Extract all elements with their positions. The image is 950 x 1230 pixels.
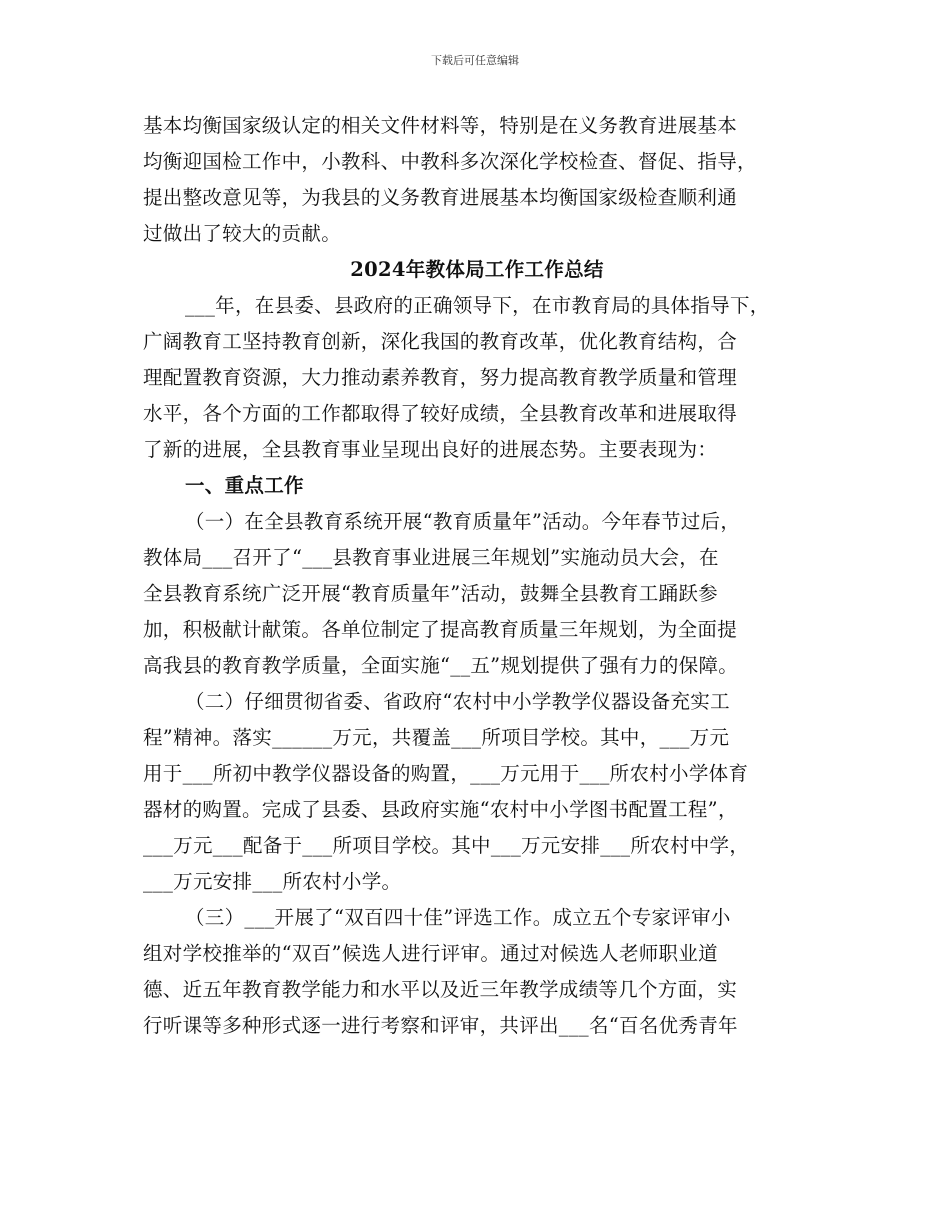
text-line: 器材的购置。完成了县委、县政府实施“农村中小学图书配置工程”， <box>143 798 738 821</box>
document-title: 2024年教体局工作工作总结 <box>350 258 604 281</box>
text-line: 用于___所初中教学仪器设备的购置，___万元用于___所农村小学体育 <box>143 762 749 785</box>
text-line: 组对学校推举的“双百”候选人进行评审。通过对候选人老师职业道 <box>143 942 718 965</box>
text-line: （一）在全县教育系统开展“教育质量年”活动。今年春节过后， <box>185 510 741 533</box>
text-line: 过做出了较大的贡献。 <box>143 222 342 245</box>
text-line: ___万元安排___所农村小学。 <box>143 870 402 893</box>
text-line: （二）仔细贯彻省委、省政府“农村中小学教学仪器设备充实工 <box>185 690 730 713</box>
page-header-note: 下载后可任意编辑 <box>431 54 519 67</box>
text-line: 高我县的教育教学质量，全面实施“__五”规划提供了强有力的保障。 <box>143 654 739 677</box>
section-heading: 一、重点工作 <box>185 474 304 497</box>
text-line: 了新的进展，全县教育事业呈现出良好的进展态势。主要表现为： <box>143 438 718 461</box>
text-line: 程”精神。落实______万元，共覆盖___所项目学校。其中，___万元 <box>143 726 730 749</box>
text-line: 基本均衡国家级认定的相关文件材料等，特别是在义务教育进展基本 <box>143 114 738 137</box>
text-line: 提出整改意见等，为我县的义务教育进展基本均衡国家级检查顺利通 <box>143 186 738 209</box>
document-body <box>143 108 823 1044</box>
text-line: 教体局___召开了“___县教育事业进展三年规划”实施动员大会，在 <box>143 546 719 569</box>
text-line: 均衡迎国检工作中，小教科、中教科多次深化学校检查、督促、指导， <box>143 150 757 173</box>
text-line: 加，积极献计献策。各单位制定了提高教育质量三年规划，为全面提 <box>143 618 738 641</box>
text-line: 全县教育系统广泛开展“教育质量年”活动，鼓舞全县教育工踊跃参 <box>143 582 718 605</box>
text-line: 行听课等多种形式逐一进行考察和评审，共评出___名“百名优秀青年 <box>143 1014 738 1037</box>
text-line: ___万元___配备于___所项目学校。其中___万元安排___所农村中学， <box>143 834 750 857</box>
text-line: 广阔教育工坚持教育创新，深化我国的教育改革，优化教育结构，合 <box>143 330 738 353</box>
text-line: 理配置教育资源，大力推动素养教育，努力提高教育教学质量和管理 <box>143 366 738 389</box>
text-line: ___年，在县委、县政府的正确领导下，在市教育局的具体指导下， <box>185 294 770 317</box>
text-line: （三）___开展了“双百四十佳”评选工作。成立五个专家评审小 <box>185 906 731 929</box>
text-line: 德、近五年教育教学能力和水平以及近三年教学成绩等几个方面，实 <box>143 978 738 1001</box>
text-line: 水平，各个方面的工作都取得了较好成绩，全县教育改革和进展取得 <box>143 402 738 425</box>
